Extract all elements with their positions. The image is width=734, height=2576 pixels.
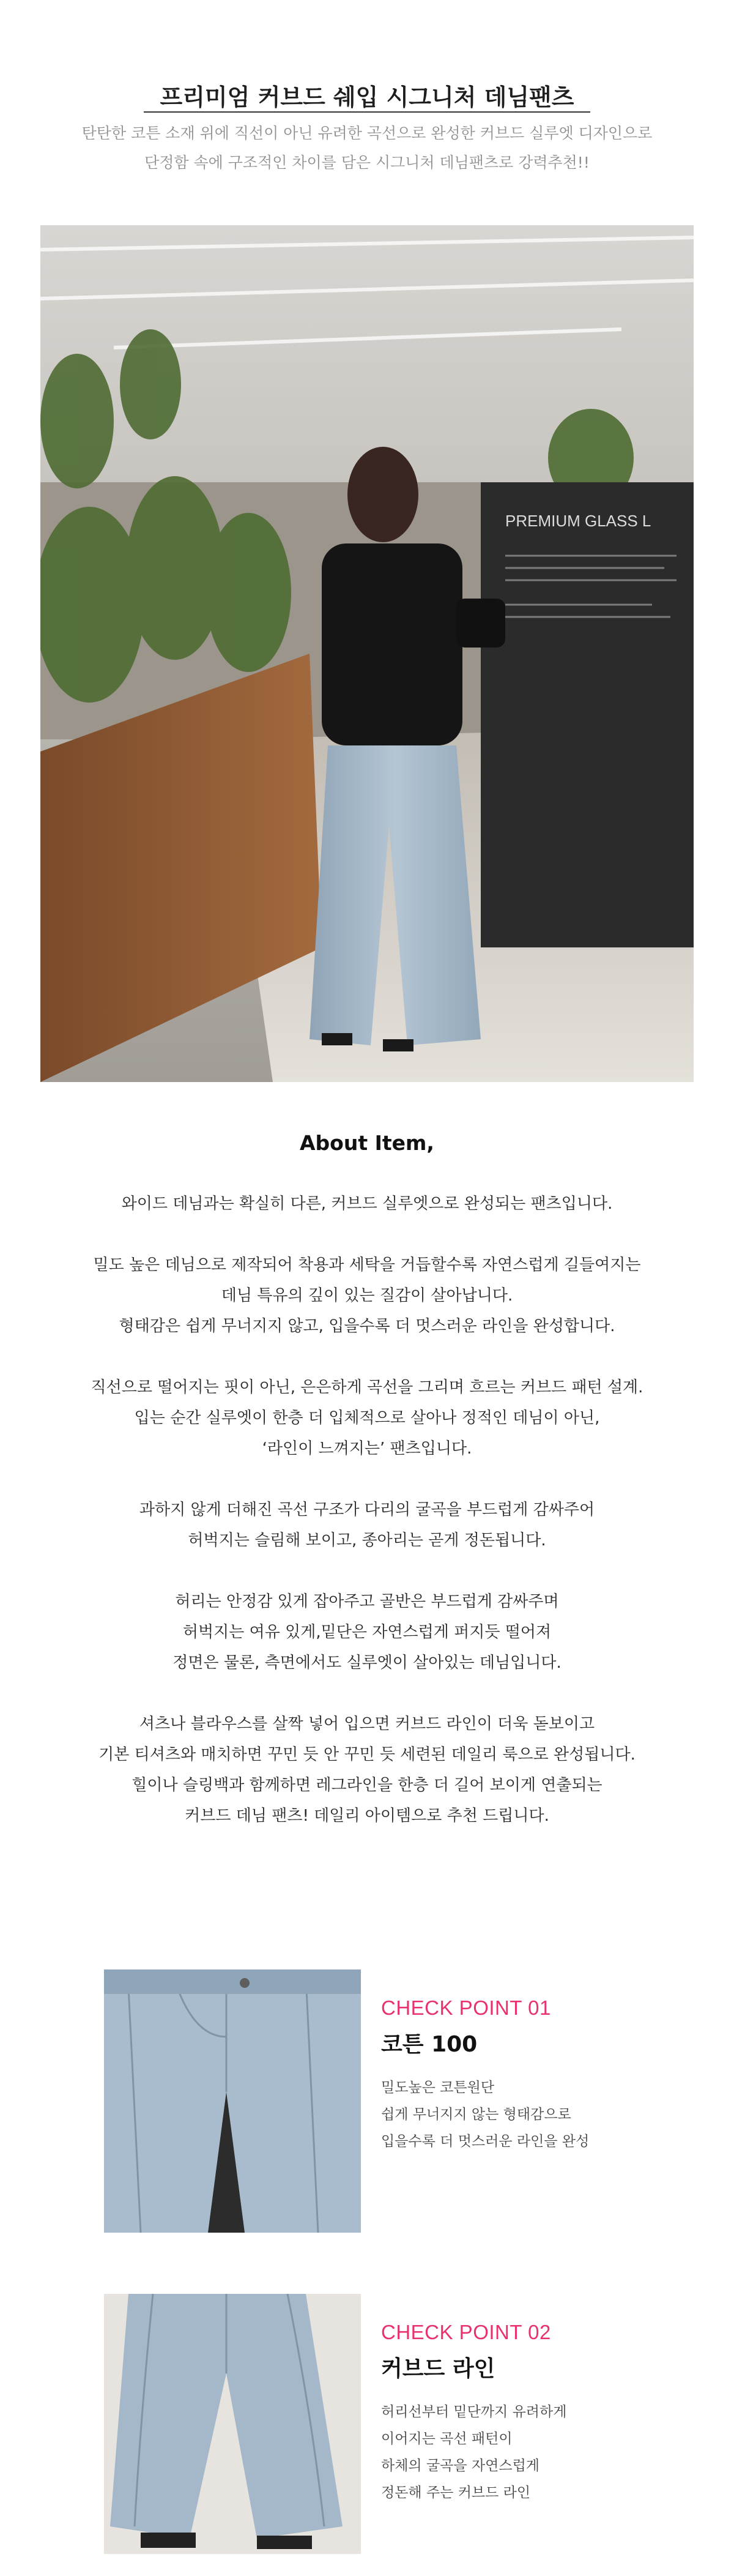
about-line: 셔츠나 블라우스를 살짝 넣어 입으면 커브드 라인이 더욱 돋보이고 xyxy=(139,1715,595,1733)
about-line: 과하지 않게 더해진 곡선 구조가 다리의 굴곡을 부드럽게 감싸주어 xyxy=(139,1501,595,1519)
subtitle-line-2: 단정함 속에 구조적인 차이를 담은 시그니처 데님팬츠로 강력추천!! xyxy=(144,154,590,171)
about-line: 밀도 높은 데님으로 제작되어 착용과 세탁을 거듭할수록 자연스럽게 길들여지는 xyxy=(93,1256,641,1274)
about-line: 데님 특유의 깊이 있는 질감이 살아납니다. xyxy=(221,1286,513,1305)
page-title: 프리미엄 커브드 쉐입 시그니처 데님팬츠 xyxy=(160,84,574,111)
check-point-02-desc: 하체의 굴곡을 자연스럽게 xyxy=(381,2458,540,2474)
check-point-01-desc: 쉽게 무너지지 않는 형태감으로 xyxy=(381,2107,571,2122)
about-line: 허리는 안정감 있게 잡아주고 골반은 부드럽게 감싸주며 xyxy=(175,1592,559,1611)
check-point-02-desc: 정돈해 주는 커브드 라인 xyxy=(381,2485,531,2501)
check-point-02-photo xyxy=(104,2294,361,2554)
check-point-02-heading: 커브드 라인 xyxy=(381,2356,495,2381)
about-line: 힐이나 슬링백과 함께하면 레그라인을 한층 더 길어 보이게 연출되는 xyxy=(132,1776,602,1794)
about-line: 형태감은 쉽게 무너지지 않고, 입을수록 더 멋스러운 라인을 완성합니다. xyxy=(119,1317,615,1335)
check-point-01-desc: 입을수록 더 멋스러운 라인을 완성 xyxy=(381,2134,590,2149)
hero-photo xyxy=(40,225,694,1082)
about-line: 허벅지는 여유 있게,밑단은 자연스럽게 퍼지듯 떨어져 xyxy=(182,1623,552,1641)
sign-text: PREMIUM GLASS L xyxy=(505,512,651,530)
about-line: 허벅지는 슬림해 보이고, 종아리는 곧게 정돈됩니다. xyxy=(188,1531,546,1550)
about-title: About Item, xyxy=(300,1131,434,1155)
about-line: 직선으로 떨어지는 핏이 아닌, 은은하게 곡선을 그리며 흐르는 커브드 패턴 설계. xyxy=(91,1378,643,1397)
about-line: ‘라인이 느껴지는’ 팬츠입니다. xyxy=(262,1439,472,1458)
check-point-01-desc: 밀도높은 코튼원단 xyxy=(381,2080,495,2096)
check-point-02-label: CHECK POINT 02 xyxy=(381,2321,551,2343)
title-underline xyxy=(144,111,590,113)
check-point-01-label: CHECK POINT 01 xyxy=(381,1996,551,2019)
check-point-01-photo xyxy=(104,1969,361,2233)
check-point-02-desc: 허리선부터 밑단까지 유려하게 xyxy=(381,2404,567,2420)
about-line: 기본 티셔츠와 매치하면 꾸민 듯 안 꾸민 듯 세련된 데일리 룩으로 완성됩니다. xyxy=(98,1745,636,1764)
about-line: 커브드 데님 팬츠! 데일리 아이템으로 추천 드립니다. xyxy=(185,1807,549,1825)
about-line: 와이드 데님과는 확실히 다른, 커브드 실루엣으로 완성되는 팬츠입니다. xyxy=(121,1195,613,1213)
about-line: 정면은 물론, 측면에서도 실루엣이 살아있는 데님입니다. xyxy=(172,1654,562,1672)
check-point-02-desc: 이어지는 곡선 패턴이 xyxy=(381,2431,513,2447)
subtitle-line-1: 탄탄한 코튼 소재 위에 직선이 아닌 유려한 곡선으로 완성한 커브드 실루엣 디자인으로 xyxy=(81,124,653,142)
about-line: 입는 순간 실루엣이 한층 더 입체적으로 살아나 정적인 데님이 아닌, xyxy=(134,1409,600,1427)
check-point-01-heading: 코튼 100 xyxy=(381,2032,478,2057)
